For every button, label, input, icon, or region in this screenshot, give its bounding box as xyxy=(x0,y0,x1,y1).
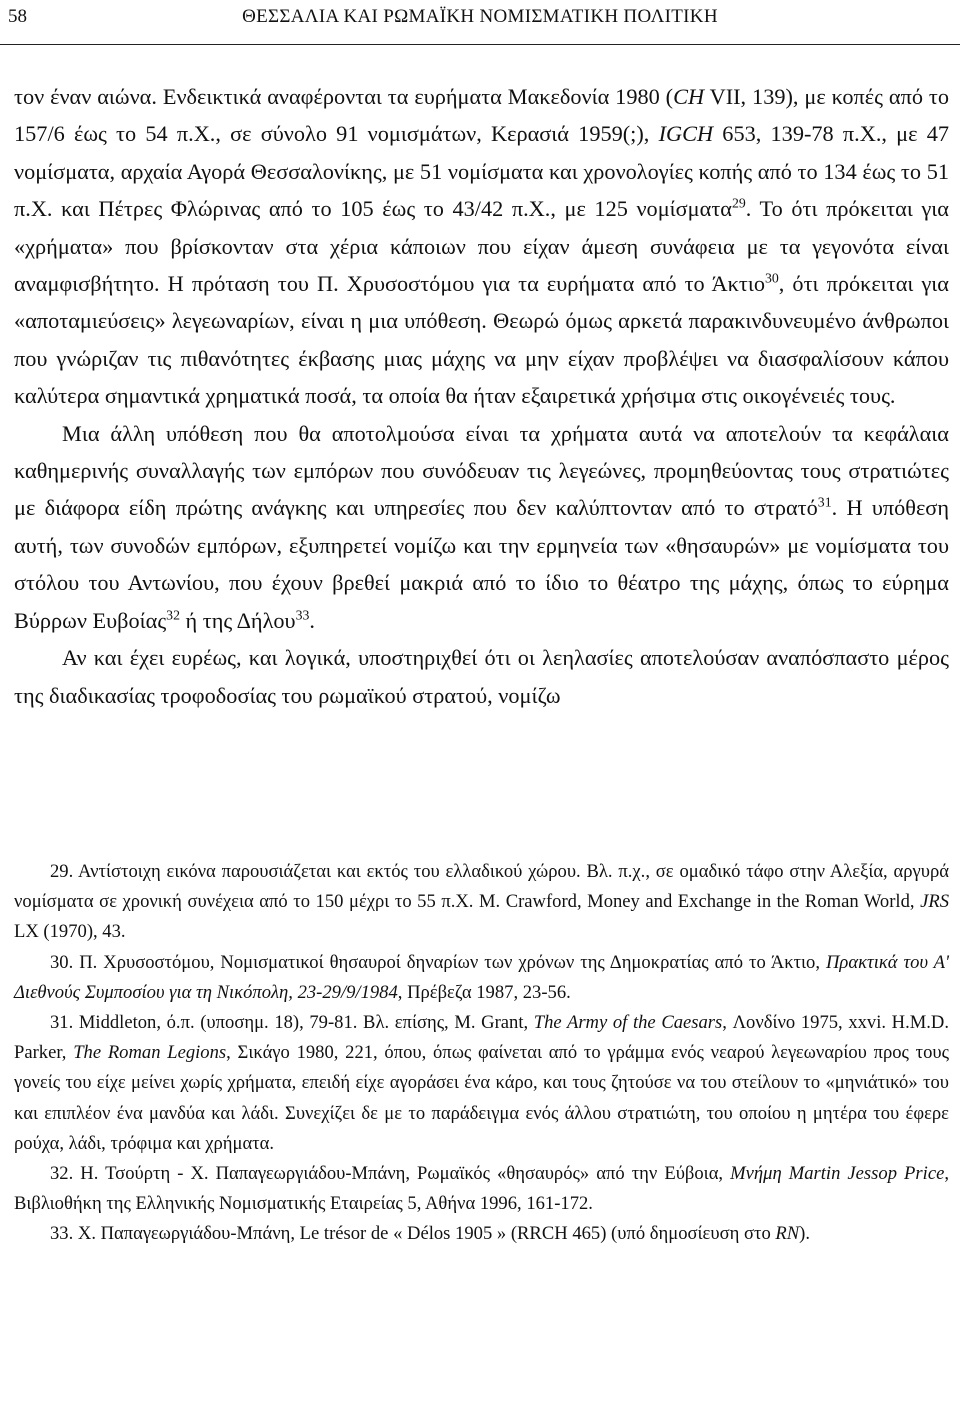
footnote-30: 30. Π. Χρυσοστόμου, Νομισματικοί θησαυροί δηναρίων των χρόνων της Δημοκρατίας από το Άκτιο, Πρακτικά του Α' Διεθνούς Συμποσίου για τη Νικόπολη, 23-29/9/1984, Πρέβεζα 1987, 23-56. xyxy=(14,951,949,1003)
footnote-29: 29. Αντίστοιχη εικόνα παρουσιάζεται και εκτός του ελλαδικού χώρου. Βλ. π.χ., σε ομαδικό τάφο στην Αλεξία, αργυρά νομίσματα σε χρονική συνέχεια από το 150 μέχρι το 55 π.Χ. M. Crawford, Money and Exchange in the Roman World, JRS LX (1970), 43. xyxy=(14,861,949,943)
page-number: 58 xyxy=(8,6,27,27)
footnote-ref-31[interactable]: 31 xyxy=(817,495,832,511)
footnote-ref-29[interactable]: 29 xyxy=(731,195,746,211)
paragraph-1: τον έναν αιώνα. Ενδεικτικά αναφέρονται τα ευρήματα Μακεδονία 1980 (CH VII, 139), με κοπές από το 157/6 έως το 54 π.Χ., σε σύνολο 91 νομισμάτων, Κερασιά 1959(;), IGCH 653, 139-78 π.Χ., με 47 νομίσματα, αρχαία Αγορά Θεσσαλονίκης, με 51 νομίσματα και χρονολογίες κοπής από το 134 έως το 51 π.Χ. και Πέτρες Φλώρινας από το 105 έως το 43/42 π.Χ., με 125 νομίσματα$^{29}$. Το ότι πρόκειται για «χρήματα» που βρίσκονταν στα χέρια κάποιων που είχαν άμεση συνάφεια με τα γεγονότα είναι αναμφισβήτητο. Η πρόταση του Π. Χρυσοστόμου για τα ευρήματα από το Άκτιο$^{30}$, ότι πρόκειται για «αποταμιεύσεις» λεγεωναρίων, είναι η μια υπόθεση. Θεωρώ όμως αρκετά παρακινδυνευμένο άνθρωποι που γνώριζαν τις πιθανότητες έκβασης μιας μάχης να μην είχαν προβλέψει να διασφαλίσουν κάπου καλύτερα σημαντικά χρηματικά ποσά, τα οποία θα ήταν εξαιρετικά χρήσιμα στις οικογένειές τους. xyxy=(14,84,949,409)
main-text xyxy=(14,78,949,714)
footnotes xyxy=(14,857,949,1250)
page-header xyxy=(0,0,960,45)
footnote-31: 31. Middleton, ό.π. (υποσημ. 18), 79-81. Βλ. επίσης, M. Grant, The Army of the Caesars, Λονδίνο 1975, xxvi. H.M.D. Parker, The Roman Legions, Σικάγο 1980, 221, όπου, όπως φαίνεται από το γράμμα ενός νεαρού λεγεωναρίου προς τους γονείς του είχε μείνει χωρίς χρήματα, επειδή είχε αγοράσει ένα κάρο, και τους ζητούσε να του στείλουν το «μηνιάτικό» του και επιπλέον ένα μανδύα και λάδι. Συνεχίζει δε με το παράδειγμα ενός άλλου στρατιώτη, του οποίου η μητέρα του έφερε ρούχα, λάδι, τρόφιμα και χρήματα. xyxy=(14,1012,949,1154)
footnote-ref-30[interactable]: 30 xyxy=(764,270,779,286)
paragraph-3: Αν και έχει ευρέως, και λογικά, υποστηριχθεί ότι οι λεηλασίες αποτελούσαν αναπόσπαστο μέρος της διαδικασίας τροφοδοσίας του ρωμαϊκού στρατού, νομίζω xyxy=(14,645,949,708)
paragraph-2: Μια άλλη υπόθεση που θα αποτολμούσα είναι τα χρήματα αυτά να αποτελούν τα κεφάλαια καθημερινής συναλλαγής των εμπόρων που συνόδευαν τις λεγεώνες, προμηθεύοντας τους στρατιώτες με διάφορα είδη πρώτης ανάγκης και υπηρεσίες που δεν καλύπτονταν από το στρατό$^{31}$. Η υπόθεση αυτή, των συνοδών εμπόρων, εξυπηρετεί νομίζω και την ερμηνεία των «θησαυρών» με νομίσματα του στόλου του Αντωνίου, που έχουν βρεθεί μακριά από το ίδιο το θέατρο της μάχης, όπως το εύρημα Βύρρων Ευβοίας$^{32}$ ή της Δήλου$^{33}$. xyxy=(14,420,949,633)
footnote-32: 32. Η. Τσούρτη - Χ. Παπαγεωργιάδου-Μπάνη, Ρωμαϊκός «θησαυρός» από την Εύβοια, Μνήμη Martin Jessop Price, Βιβλιοθήκη της Ελληνικής Νομισματικής Εταιρείας 5, Αθήνα 1996, 161-172. xyxy=(14,1163,949,1215)
running-title: ΘΕΣΣΑΛΙΑ ΚΑΙ ΡΩΜΑΪΚΗ ΝΟΜΙΣΜΑΤΙΚΗ ΠΟΛΙΤΙΚΗ xyxy=(242,6,718,27)
footnote-33: 33. Χ. Παπαγεωργιάδου-Μπάνη, Le trésor de « Délos 1905 » (RRCH 465) (υπό δημοσίευση στο RN). xyxy=(50,1223,811,1245)
footnote-ref-32[interactable]: 32 xyxy=(166,607,180,623)
footnote-ref-33[interactable]: 33 xyxy=(295,607,310,623)
